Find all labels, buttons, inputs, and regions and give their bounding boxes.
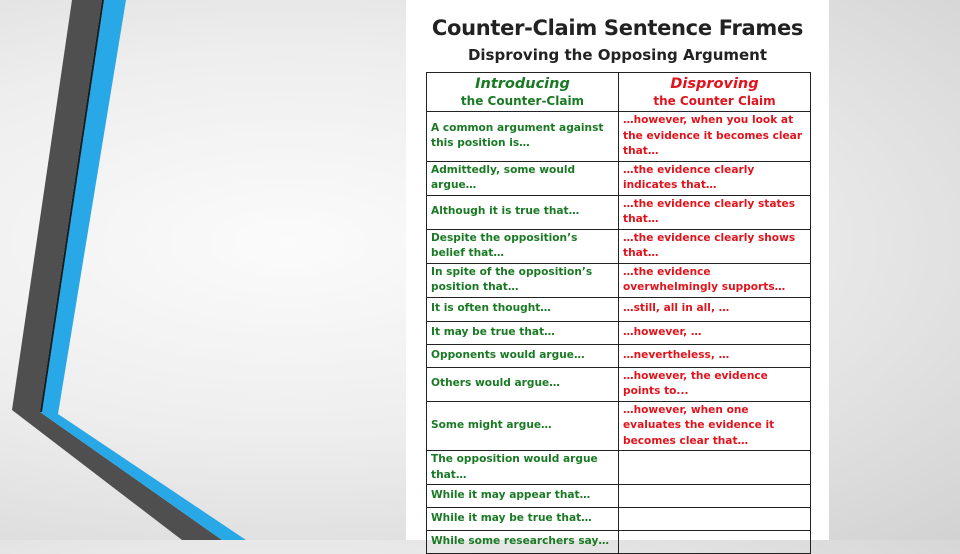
disproving-frame: …the evidence clearly indicates that…: [619, 161, 811, 195]
disproving-frame: …nevertheless, …: [619, 344, 811, 367]
introducing-frame: Others would argue…: [427, 367, 619, 401]
sentence-frames-handout: [406, 0, 829, 548]
table-row: [427, 367, 811, 401]
introducing-frame: Admittedly, some would argue…: [427, 161, 619, 195]
introducing-frame: Opponents would argue…: [427, 344, 619, 367]
introducing-frame: While it may be true that…: [427, 508, 619, 531]
introducing-header-subtitle: the Counter-Claim: [460, 93, 585, 108]
introducing-frame: It may be true that…: [427, 321, 619, 344]
disproving-frame: …however, when you look at the evidence it becomes clear that…: [619, 112, 811, 162]
introducing-header: [427, 73, 619, 112]
disproving-frame: …the evidence overwhelmingly supports…: [619, 263, 811, 297]
disproving-frame: …however, when one evaluates the evidence it becomes clear that…: [619, 401, 811, 451]
sentence-frames-table: [426, 72, 811, 554]
disproving-frame: [619, 451, 811, 485]
introducing-frame: A common argument against this position is…: [427, 112, 619, 162]
table-row: [427, 195, 811, 229]
table-row: [427, 451, 811, 485]
disproving-frame: …however, …: [619, 321, 811, 344]
table-row: [427, 344, 811, 367]
page-title: Counter-Claim Sentence Frames: [431, 16, 804, 40]
table-row: [427, 321, 811, 344]
table-row: [427, 401, 811, 451]
table-row: [427, 531, 811, 554]
page-subtitle: Disproving the Opposing Argument: [467, 46, 768, 64]
introducing-frame: In spite of the opposition’s position that…: [427, 263, 619, 297]
disproving-header-subtitle: the Counter Claim: [653, 93, 776, 108]
table-body: [427, 73, 811, 554]
disproving-frame: …still, all in all, …: [619, 297, 811, 321]
disproving-frame: …however, the evidence points to...: [619, 367, 811, 401]
table-row: [427, 112, 811, 162]
table-row: [427, 161, 811, 195]
disproving-frame: [619, 531, 811, 554]
disproving-frame: …the evidence clearly shows that…: [619, 229, 811, 263]
table-row: [427, 485, 811, 508]
introducing-frame: The opposition would argue that…: [427, 451, 619, 485]
disproving-header-title: Disproving: [670, 75, 759, 92]
table-row: [427, 508, 811, 531]
introducing-frame: It is often thought…: [427, 297, 619, 321]
introducing-frame: While some researchers say…: [427, 531, 619, 554]
disproving-frame: [619, 485, 811, 508]
introducing-header-title: Introducing: [475, 75, 570, 92]
disproving-frame: …the evidence clearly states that…: [619, 195, 811, 229]
introducing-frame: Although it is true that…: [427, 195, 619, 229]
disproving-frame: [619, 508, 811, 531]
introducing-frame: Some might argue…: [427, 401, 619, 451]
header-row: [427, 73, 811, 112]
introducing-frame: While it may appear that…: [427, 485, 619, 508]
introducing-frame: Despite the opposition’s belief that…: [427, 229, 619, 263]
table-row: [427, 263, 811, 297]
table-row: [427, 229, 811, 263]
disproving-header: [619, 73, 811, 112]
table-row: [427, 297, 811, 321]
